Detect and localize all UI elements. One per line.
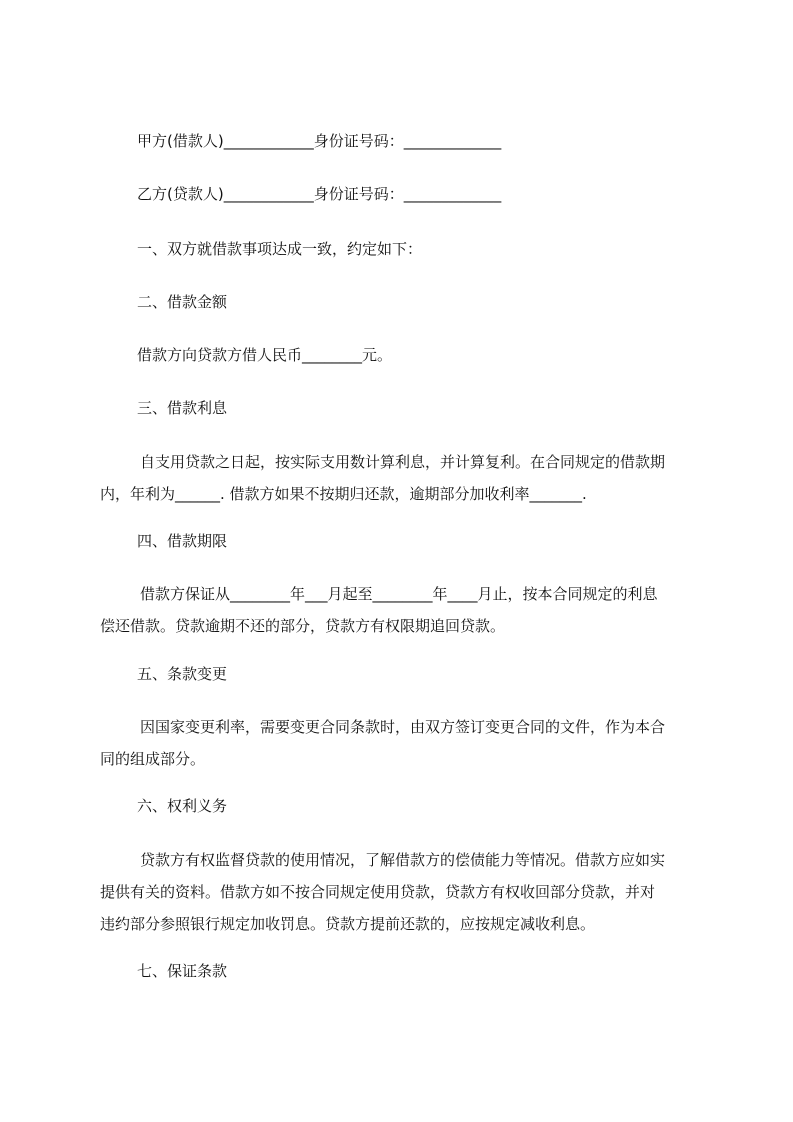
paragraph-line: 因国家变更利率，需要变更合同条款时，由双方签订变更合同的文件，作为本合 [140,718,666,736]
party-b-line: 乙方(贷款人)____________身份证号码：_____________ [137,185,502,203]
paragraph-line: 提供有关的资料。借款方如不按合同规定使用贷款，贷款方有权收回部分贷款，并对 [100,883,656,901]
section-body-rights [100,850,702,934]
section-heading-change: 五、条款变更 [137,665,228,683]
section-text-amount: 借款方向贷款方借人民币________元。 [137,346,393,364]
paragraph-line: 贷款方有权监督贷款的使用情况，了解借款方的偿债能力等情况。借款方应如实 [140,851,666,869]
agreement-intro: 一、双方就借款事项达成一致，约定如下： [137,240,423,258]
section-heading-interest: 三、借款利息 [137,399,228,417]
section-body-term [100,584,702,636]
section-heading-guarantee: 七、保证条款 [137,962,228,980]
section-heading-amount: 二、借款金额 [137,293,228,311]
section-heading-rights: 六、权利义务 [137,797,228,815]
section-heading-term: 四、借款期限 [137,532,228,550]
section-body-change [100,717,702,769]
paragraph-line: 借款方保证从________年___月起至________年____月止，按本合同规定的利息 [140,585,658,603]
paragraph-line: 自支用贷款之日起，按实际支用数计算利息，并计算复利。在合同规定的借款期 [140,453,666,471]
paragraph-line: 偿还借款。贷款逾期不还的部分，贷款方有权限期追回贷款。 [100,617,506,635]
paragraph-line: 内，年利为______. 借款方如果不按期归还款，逾期部分加收利率_______. [100,485,587,503]
party-a-line: 甲方(借款人)____________身份证号码：_____________ [137,132,502,150]
section-body-interest [100,452,702,504]
paragraph-line: 同的组成部分。 [100,750,206,768]
paragraph-line: 违约部分参照银行规定加收罚息。贷款方提前还款的，应按规定减收利息。 [100,915,596,933]
